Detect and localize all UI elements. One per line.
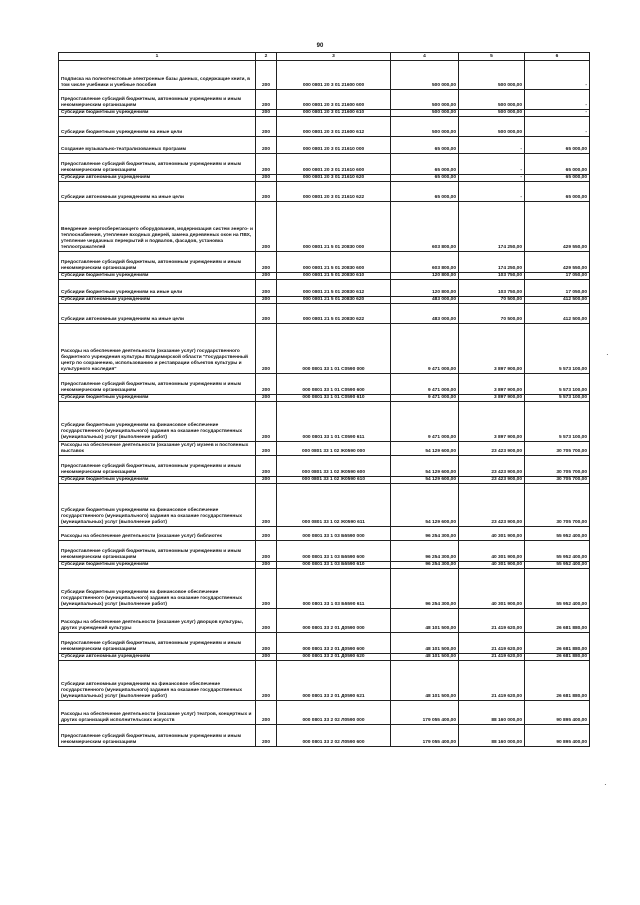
header-col-3: 3 xyxy=(277,53,391,61)
row-amount-col5-cell: 21 419 620,00 xyxy=(459,633,525,654)
row-amount-total-cell: 48 101 500,00 xyxy=(391,633,459,654)
row-amount-col5-cell: 21 419 620,00 xyxy=(459,654,525,661)
row-amount-col5-cell: 3 897 900,00 xyxy=(459,324,525,374)
row-amount-col6-cell: 5 573 100,00 xyxy=(525,374,590,395)
row-name-cell: Предоставление субсидий бюджетным, автономным учреждениям и иным некоммерческим организациям xyxy=(59,252,256,273)
row-amount-total-cell: 483 000,00 xyxy=(391,304,459,324)
row-amount-col5-cell: 3 897 900,00 xyxy=(459,395,525,402)
row-amount-col5-cell: 174 250,00 xyxy=(459,252,525,273)
row-amount-total-cell: 9 471 000,00 xyxy=(391,324,459,374)
row-classification-code-cell: 000 0801 20 3 01 21610 000 xyxy=(277,137,391,154)
row-amount-col6-cell: 17 050,00 xyxy=(525,280,590,297)
row-amount-col6-cell: 90 895 400,00 xyxy=(525,701,590,725)
row-amount-col5-cell: - xyxy=(459,175,525,182)
table-row xyxy=(59,324,590,374)
row-amount-col6-cell: 5 573 100,00 xyxy=(525,402,590,442)
table-row xyxy=(59,402,590,442)
table-row xyxy=(59,175,590,182)
row-admin-code-cell: 200 xyxy=(256,117,277,137)
row-amount-total-cell: 65 000,00 xyxy=(391,137,459,154)
row-classification-code-cell: 000 0801 20 3 01 21610 600 xyxy=(277,154,391,175)
row-name-cell: Предоставление субсидий бюджетным, автономным учреждениям и иным некоммерческим организациям xyxy=(59,154,256,175)
row-amount-total-cell: 179 055 400,00 xyxy=(391,701,459,725)
row-amount-col5-cell: 3 897 900,00 xyxy=(459,402,525,442)
row-name-cell: Подписка на полнотекстовые электронные базы данных, содержащие книги, в том числе учебники и учебные пособия xyxy=(59,61,256,90)
row-amount-total-cell: 9 471 000,00 xyxy=(391,402,459,442)
row-name-cell: Субсидии автономным учреждениям xyxy=(59,175,256,182)
table-row xyxy=(59,252,590,273)
row-amount-col6-cell: 17 050,00 xyxy=(525,273,590,280)
row-name-cell: Субсидии автономным учреждениям на финансовое обеспечение государственного (муниципального) задания на оказание государственных (муниципальных) услуг (выполнение работ) xyxy=(59,661,256,701)
row-amount-col6-cell: 55 952 400,00 xyxy=(525,541,590,562)
row-admin-code-cell: 200 xyxy=(256,304,277,324)
row-classification-code-cell: 000 0801 21 5 01 20830 620 xyxy=(277,297,391,304)
row-amount-col5-cell: - xyxy=(459,154,525,175)
row-amount-col6-cell: 30 705 700,00 xyxy=(525,477,590,484)
row-classification-code-cell: 000 0801 33 1 02 Ж0590 600 xyxy=(277,456,391,477)
margin-mark: · xyxy=(606,350,609,359)
row-name-cell: Предоставление субсидий бюджетным, автономным учреждениям и иным некоммерческим организациям xyxy=(59,541,256,562)
row-admin-code-cell: 200 xyxy=(256,252,277,273)
row-admin-code-cell: 200 xyxy=(256,61,277,90)
table-row xyxy=(59,569,590,609)
row-classification-code-cell: 000 0801 20 3 01 21610 620 xyxy=(277,175,391,182)
row-classification-code-cell: 000 0801 21 5 01 20830 000 xyxy=(277,202,391,252)
row-amount-total-cell: 54 129 600,00 xyxy=(391,484,459,527)
row-classification-code-cell: 000 0801 21 5 01 20830 622 xyxy=(277,304,391,324)
row-admin-code-cell: 200 xyxy=(256,110,277,117)
row-amount-col5-cell: 21 419 620,00 xyxy=(459,609,525,633)
row-amount-col5-cell: 70 500,00 xyxy=(459,304,525,324)
row-classification-code-cell: 000 0801 33 1 02 Ж0590 610 xyxy=(277,477,391,484)
table-row xyxy=(59,374,590,395)
row-amount-total-cell: 603 800,00 xyxy=(391,252,459,273)
row-name-cell: Субсидии автономным учреждениям xyxy=(59,654,256,661)
table-row xyxy=(59,541,590,562)
row-admin-code-cell: 200 xyxy=(256,154,277,175)
row-name-cell: Создание музыкально-театрализованных программ xyxy=(59,137,256,154)
row-amount-col6-cell: 55 952 400,00 xyxy=(525,569,590,609)
row-amount-col5-cell: 174 250,00 xyxy=(459,202,525,252)
row-amount-col6-cell: 412 500,00 xyxy=(525,304,590,324)
row-amount-col6-cell: 429 550,00 xyxy=(525,252,590,273)
row-admin-code-cell: 200 xyxy=(256,280,277,297)
row-amount-col6-cell: 30 705 700,00 xyxy=(525,456,590,477)
row-amount-col6-cell: 90 895 400,00 xyxy=(525,725,590,747)
row-amount-col5-cell: 103 750,00 xyxy=(459,280,525,297)
table-row xyxy=(59,484,590,527)
header-row xyxy=(59,53,590,61)
row-admin-code-cell: 200 xyxy=(256,456,277,477)
header-col-1: 1 xyxy=(59,53,256,61)
table-row xyxy=(59,202,590,252)
row-amount-col6-cell: 65 000,00 xyxy=(525,154,590,175)
row-classification-code-cell: 000 0801 33 1 01 C0590 600 xyxy=(277,374,391,395)
row-amount-col5-cell: 500 000,00 xyxy=(459,110,525,117)
table-row xyxy=(59,395,590,402)
row-amount-col6-cell: 65 000,00 xyxy=(525,182,590,202)
table-row xyxy=(59,280,590,297)
row-amount-total-cell: 96 254 300,00 xyxy=(391,569,459,609)
table-row xyxy=(59,117,590,137)
row-amount-col6-cell: - xyxy=(525,117,590,137)
row-classification-code-cell: 000 0801 33 1 03 Б5590 600 xyxy=(277,541,391,562)
row-name-cell: Расходы на обеспечение деятельности (оказание услуг) государственного бюджетного учреждения культуры Владимирской области "Государственный центр по сохранению, использованию и реставрации объектов культуры и культурного наследия" xyxy=(59,324,256,374)
row-admin-code-cell: 200 xyxy=(256,725,277,747)
row-amount-col6-cell: 5 573 100,00 xyxy=(525,324,590,374)
table-row xyxy=(59,527,590,541)
row-admin-code-cell: 200 xyxy=(256,633,277,654)
row-admin-code-cell: 200 xyxy=(256,562,277,569)
row-amount-col5-cell: - xyxy=(459,137,525,154)
row-amount-total-cell: 54 129 600,00 xyxy=(391,477,459,484)
row-name-cell: Субсидии бюджетным учреждениям xyxy=(59,562,256,569)
row-admin-code-cell: 200 xyxy=(256,477,277,484)
row-amount-col6-cell: 65 000,00 xyxy=(525,175,590,182)
row-classification-code-cell: 000 0801 21 5 01 20830 612 xyxy=(277,280,391,297)
row-amount-col6-cell: - xyxy=(525,90,590,110)
row-amount-col5-cell: 40 301 900,00 xyxy=(459,562,525,569)
row-name-cell: Субсидии бюджетным учреждениям на финансовое обеспечение государственного (муниципального) задания на оказание государственных (муниципальных) услуг (выполнение работ) xyxy=(59,484,256,527)
row-amount-col6-cell: - xyxy=(525,110,590,117)
row-amount-col5-cell: 23 423 900,00 xyxy=(459,477,525,484)
row-amount-col6-cell: 26 681 880,00 xyxy=(525,654,590,661)
table-row xyxy=(59,182,590,202)
row-admin-code-cell: 200 xyxy=(256,484,277,527)
row-admin-code-cell: 200 xyxy=(256,137,277,154)
row-amount-total-cell: 54 129 600,00 xyxy=(391,456,459,477)
table-row xyxy=(59,609,590,633)
row-name-cell: Субсидии автономным учреждениям xyxy=(59,297,256,304)
row-admin-code-cell: 200 xyxy=(256,609,277,633)
row-classification-code-cell: 000 0801 20 3 01 21600 000 xyxy=(277,61,391,90)
row-amount-total-cell: 96 254 300,00 xyxy=(391,562,459,569)
row-name-cell: Расходы на обеспечение деятельности (оказание услуг) дворцов культуры, других учреждений культуры xyxy=(59,609,256,633)
row-name-cell: Внедрение энергосберегающего оборудования, модернизация систем энерго- и теплоснабжения, утепление входных дверей, замена деревянных окон на ПВХ, утепление чердачных перекрытий и подвалов, фасадов, установка теплоотражателей xyxy=(59,202,256,252)
row-classification-code-cell: 000 0801 33 1 01 C0590 000 xyxy=(277,324,391,374)
row-name-cell: Субсидии бюджетным учреждениям xyxy=(59,273,256,280)
row-name-cell: Расходы на обеспечение деятельности (оказание услуг) музеев и постоянных выставок xyxy=(59,442,256,456)
header-col-4: 4 xyxy=(391,53,459,61)
table-row xyxy=(59,477,590,484)
row-admin-code-cell: 200 xyxy=(256,661,277,701)
table-row xyxy=(59,154,590,175)
row-amount-col6-cell: - xyxy=(525,61,590,90)
row-admin-code-cell: 200 xyxy=(256,324,277,374)
row-classification-code-cell: 000 0801 33 2 01 Д0590 620 xyxy=(277,654,391,661)
row-amount-total-cell: 483 000,00 xyxy=(391,297,459,304)
table-row xyxy=(59,297,590,304)
table-row xyxy=(59,701,590,725)
row-admin-code-cell: 200 xyxy=(256,541,277,562)
row-amount-col5-cell: 23 423 900,00 xyxy=(459,456,525,477)
table-row xyxy=(59,442,590,456)
row-classification-code-cell: 000 0801 20 3 01 21600 610 xyxy=(277,110,391,117)
row-amount-total-cell: 65 000,00 xyxy=(391,182,459,202)
row-classification-code-cell: 000 0801 21 5 01 20830 600 xyxy=(277,252,391,273)
table-row xyxy=(59,633,590,654)
row-name-cell: Субсидии автономным учреждениям на иные цели xyxy=(59,182,256,202)
row-amount-total-cell: 500 000,00 xyxy=(391,90,459,110)
row-admin-code-cell: 200 xyxy=(256,527,277,541)
row-name-cell: Предоставление субсидий бюджетным, автономным учреждениям и иным некоммерческим организациям xyxy=(59,456,256,477)
row-admin-code-cell: 200 xyxy=(256,90,277,110)
row-amount-col5-cell: 40 301 900,00 xyxy=(459,527,525,541)
row-admin-code-cell: 200 xyxy=(256,297,277,304)
row-amount-total-cell: 500 000,00 xyxy=(391,61,459,90)
row-amount-col6-cell: 55 952 400,00 xyxy=(525,562,590,569)
row-name-cell: Субсидии бюджетным учреждениям на иные цели xyxy=(59,280,256,297)
row-admin-code-cell: 200 xyxy=(256,202,277,252)
table-row xyxy=(59,61,590,90)
row-classification-code-cell: 000 0801 20 3 01 21600 600 xyxy=(277,90,391,110)
row-classification-code-cell: 000 0801 33 1 01 C0590 610 xyxy=(277,395,391,402)
row-name-cell: Субсидии автономным учреждениям на иные цели xyxy=(59,304,256,324)
row-amount-total-cell: 500 000,00 xyxy=(391,110,459,117)
row-admin-code-cell: 200 xyxy=(256,569,277,609)
row-amount-col6-cell: 26 681 880,00 xyxy=(525,633,590,654)
row-name-cell: Субсидии бюджетным учреждениям xyxy=(59,477,256,484)
table-row xyxy=(59,273,590,280)
row-amount-col5-cell: 500 000,00 xyxy=(459,90,525,110)
row-classification-code-cell: 000 0801 33 1 03 Б5590 611 xyxy=(277,569,391,609)
row-amount-total-cell: 120 800,00 xyxy=(391,280,459,297)
table-row xyxy=(59,456,590,477)
row-classification-code-cell: 000 0801 20 3 01 21610 622 xyxy=(277,182,391,202)
row-admin-code-cell: 200 xyxy=(256,175,277,182)
row-admin-code-cell: 200 xyxy=(256,395,277,402)
row-amount-col6-cell: 429 550,00 xyxy=(525,202,590,252)
row-amount-total-cell: 9 471 000,00 xyxy=(391,374,459,395)
row-amount-col5-cell: 23 423 900,00 xyxy=(459,442,525,456)
row-name-cell: Субсидии бюджетным учреждениям на финансовое обеспечение государственного (муниципального) задания на оказание государственных (муниципальных) услуг (выполнение работ) xyxy=(59,402,256,442)
row-amount-col5-cell: 3 897 900,00 xyxy=(459,374,525,395)
row-name-cell: Субсидии бюджетным учреждениям xyxy=(59,110,256,117)
table-row xyxy=(59,137,590,154)
row-amount-col5-cell: 40 301 900,00 xyxy=(459,541,525,562)
row-amount-total-cell: 48 101 500,00 xyxy=(391,661,459,701)
row-classification-code-cell: 000 0801 33 1 01 C0590 611 xyxy=(277,402,391,442)
row-admin-code-cell: 200 xyxy=(256,442,277,456)
row-amount-col6-cell: 30 705 700,00 xyxy=(525,442,590,456)
row-amount-total-cell: 48 101 500,00 xyxy=(391,654,459,661)
row-amount-col6-cell: 30 705 700,00 xyxy=(525,484,590,527)
row-classification-code-cell: 000 0801 33 2 01 Д0590 600 xyxy=(277,633,391,654)
row-amount-total-cell: 9 471 000,00 xyxy=(391,395,459,402)
table-row xyxy=(59,110,590,117)
row-amount-total-cell: 48 101 500,00 xyxy=(391,609,459,633)
row-amount-col5-cell: 70 500,00 xyxy=(459,297,525,304)
row-admin-code-cell: 200 xyxy=(256,182,277,202)
row-amount-col6-cell: 26 681 880,00 xyxy=(525,609,590,633)
header-col-2: 2 xyxy=(256,53,277,61)
row-classification-code-cell: 000 0801 33 1 03 Б5590 610 xyxy=(277,562,391,569)
row-classification-code-cell: 000 0801 33 1 02 Ж0590 000 xyxy=(277,442,391,456)
row-amount-col5-cell: 88 160 000,00 xyxy=(459,701,525,725)
row-amount-col6-cell: 55 952 400,00 xyxy=(525,527,590,541)
row-amount-col5-cell: 88 160 000,00 xyxy=(459,725,525,747)
row-amount-col6-cell: 5 573 100,00 xyxy=(525,395,590,402)
table-body xyxy=(59,61,590,747)
row-amount-total-cell: 603 800,00 xyxy=(391,202,459,252)
row-classification-code-cell: 000 0801 33 2 01 Д0590 000 xyxy=(277,609,391,633)
row-amount-total-cell: 54 129 600,00 xyxy=(391,442,459,456)
row-classification-code-cell: 000 0801 33 2 01 Д0590 621 xyxy=(277,661,391,701)
row-name-cell: Субсидии бюджетным учреждениям xyxy=(59,395,256,402)
row-admin-code-cell: 200 xyxy=(256,654,277,661)
table-row xyxy=(59,90,590,110)
table-row xyxy=(59,304,590,324)
row-amount-total-cell: 65 000,00 xyxy=(391,154,459,175)
row-amount-col5-cell: 103 750,00 xyxy=(459,273,525,280)
row-amount-col5-cell: 23 423 900,00 xyxy=(459,484,525,527)
row-classification-code-cell: 000 0801 33 1 03 Б5590 000 xyxy=(277,527,391,541)
row-classification-code-cell: 000 0801 33 2 02 Л0590 000 xyxy=(277,701,391,725)
row-name-cell: Расходы на обеспечение деятельности (оказание услуг) театров, концертных и других организаций исполнительских искусств xyxy=(59,701,256,725)
row-admin-code-cell: 200 xyxy=(256,402,277,442)
row-amount-col5-cell: 40 301 900,00 xyxy=(459,569,525,609)
row-amount-col6-cell: 65 000,00 xyxy=(525,137,590,154)
margin-mark: · xyxy=(604,780,607,789)
row-admin-code-cell: 200 xyxy=(256,374,277,395)
row-admin-code-cell: 200 xyxy=(256,701,277,725)
row-name-cell: Расходы на обеспечение деятельности (оказание услуг) библиотек xyxy=(59,527,256,541)
row-amount-col6-cell: 412 500,00 xyxy=(525,297,590,304)
row-classification-code-cell: 000 0801 33 2 02 Л0590 600 xyxy=(277,725,391,747)
header-col-6: 6 xyxy=(525,53,590,61)
table-row xyxy=(59,562,590,569)
row-name-cell: Предоставление субсидий бюджетным, автономным учреждениям и иным некоммерческим организациям xyxy=(59,90,256,110)
table-row xyxy=(59,661,590,701)
table-row xyxy=(59,654,590,661)
header-col-5: 5 xyxy=(459,53,525,61)
row-amount-total-cell: 500 000,00 xyxy=(391,117,459,137)
row-amount-total-cell: 65 000,00 xyxy=(391,175,459,182)
row-classification-code-cell: 000 0801 21 5 01 20830 610 xyxy=(277,273,391,280)
row-amount-col5-cell: 500 000,00 xyxy=(459,61,525,90)
row-amount-total-cell: 96 254 300,00 xyxy=(391,527,459,541)
row-name-cell: Предоставление субсидий бюджетным, автономным учреждениям и иным некоммерческим организациям xyxy=(59,633,256,654)
row-amount-total-cell: 179 055 400,00 xyxy=(391,725,459,747)
row-name-cell: Предоставление субсидий бюджетным, автономным учреждениям и иным некоммерческим организациям xyxy=(59,374,256,395)
budget-table xyxy=(58,52,590,747)
row-name-cell: Предоставление субсидий бюджетным, автономным учреждениям и иным некоммерческим организациям xyxy=(59,725,256,747)
row-amount-total-cell: 120 800,00 xyxy=(391,273,459,280)
row-amount-col5-cell: - xyxy=(459,182,525,202)
row-admin-code-cell: 200 xyxy=(256,273,277,280)
row-name-cell: Субсидии бюджетным учреждениям на иные цели xyxy=(59,117,256,137)
row-classification-code-cell: 000 0801 20 3 01 21600 612 xyxy=(277,117,391,137)
row-amount-col5-cell: 21 419 620,00 xyxy=(459,661,525,701)
row-classification-code-cell: 000 0801 33 1 02 Ж0590 611 xyxy=(277,484,391,527)
row-name-cell: Субсидии бюджетным учреждениям на финансовое обеспечение государственного (муниципального) задания на оказание государственных (муниципальных) услуг (выполнение работ) xyxy=(59,569,256,609)
page-number: 90 xyxy=(316,43,324,49)
table-row xyxy=(59,725,590,747)
row-amount-total-cell: 96 254 300,00 xyxy=(391,541,459,562)
row-amount-col6-cell: 26 681 880,00 xyxy=(525,661,590,701)
row-amount-col5-cell: 500 000,00 xyxy=(459,117,525,137)
